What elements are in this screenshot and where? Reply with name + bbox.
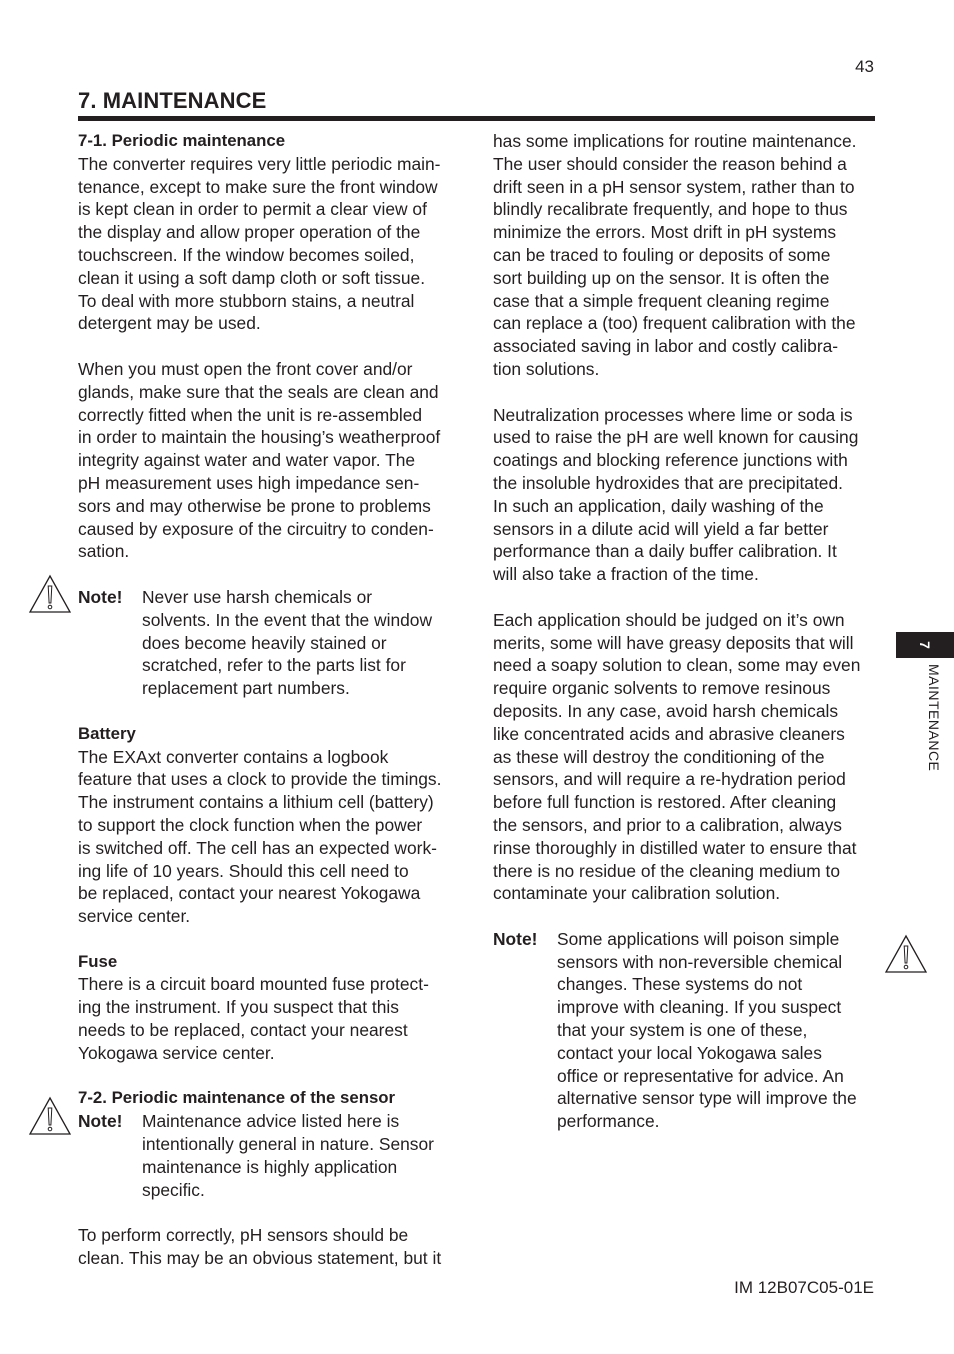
note bbox=[78, 586, 463, 700]
paragraph: The converter requires very little periodic main- tenance, except to make sure the front window is kept clean in order to permit a clear view of the display and allow proper operation of the touchscreen. If the window becomes soiled, clean it using a soft damp cloth or soft tissue. To deal with more stubborn stains, a neutral detergent may be used. bbox=[78, 153, 441, 334]
paragraph: has some implications for routine maintenance. The user should consider the reason behind a drift seen in a pH sensor system, rather than to blindly recalibrate frequently, and hope to thus minimize the errors. Most drift in pH systems can be traced to fouling or deposits of some sort building up on the sensor. It is often the case that a simple frequent cleaning regime can replace a (too) frequent calibration with the associated saving in labor and costly calibra- tion solutions. bbox=[493, 131, 857, 379]
chapter-side-label: MAINTENANCE bbox=[926, 664, 942, 772]
section-heading-fuse: Fuse bbox=[78, 951, 118, 971]
note bbox=[493, 928, 883, 1133]
note-text: Maintenance advice listed here is intentionally general in nature. Sensor maintenance is highly application specific. bbox=[142, 1111, 434, 1200]
note-text: Never use harsh chemicals or solvents. In the event that the window does become heavily stained or scratched, refer to the parts list for replacement part numbers. bbox=[142, 586, 433, 699]
note bbox=[78, 1110, 463, 1201]
page-number: 43 bbox=[855, 57, 874, 76]
document-id: IM 12B07C05-01E bbox=[734, 1278, 874, 1297]
section-heading-sensor-maintenance: 7-2. Periodic maintenance of the sensor bbox=[78, 1088, 396, 1108]
chapter-number: 7 bbox=[916, 641, 933, 649]
chapter-title: 7. MAINTENANCE bbox=[78, 88, 267, 113]
note-label: Note! bbox=[493, 928, 538, 949]
paragraph: When you must open the front cover and/or glands, make sure that the seals are clean and correctly fitted when the unit is re-assembled in order to maintain the housing’s weatherproof integrity against water and water vapor. The pH measurement uses high impedance sen- sors and may otherwise be prone to problems caused by exposure of the circuitry to conden- sation. bbox=[78, 358, 441, 562]
paragraph: Neutralization processes where lime or soda is used to raise the pH are well known for causing coatings and blocking reference junctions with the insoluble hydroxides that are precipitated. In such an application, daily washing of the sensors in a dilute acid will yield a far better performance than a daily buffer calibration. It will also take a fraction of the time. bbox=[493, 404, 859, 585]
warning-triangle-icon bbox=[884, 934, 928, 974]
paragraph: The EXAxt converter contains a logbook feature that uses a clock to provide the timings. The instrument contains a lithium cell (battery) to support the clock function when the power is switched off. The cell has an expected work- ing life of 10 years. Should this cell need to be replaced, contact your nearest Yokogawa service center. bbox=[78, 746, 442, 927]
left-column bbox=[78, 130, 463, 1270]
note-text: Some applications will poison simple sensors with non-reversible chemical changes. These systems do not improve with cleaning. If you suspect that your system is one of these, contact your local Yokogawa sales office or representative for advice. An alternative sensor type will improve the performance. bbox=[557, 928, 857, 1132]
warning-triangle-icon bbox=[28, 1096, 72, 1136]
paragraph: Each application should be judged on it’s own merits, some will have greasy deposits that will need a soapy solution to clean, some may even require organic solvents to remove resinous deposits. In any case, avoid harsh chemicals like concentrated acids and abrasive cleaners as these will destroy the conditioning of the sensors, and will require a re-hydration period before full function is restored. After cleaning the sensors, and prior to a calibration, always rinse thoroughly in distilled water to ensure that there is no residue of the cleaning medium to contaminate your calibration solution. bbox=[493, 609, 861, 904]
warning-triangle-icon bbox=[28, 574, 72, 614]
paragraph: There is a circuit board mounted fuse protect- ing the instrument. If you suspect that this needs to be replaced, contact your nearest Yokogawa service center. bbox=[78, 974, 429, 1063]
note-label: Note! bbox=[78, 1111, 123, 1132]
note-label: Note! bbox=[78, 586, 123, 607]
section-heading-periodic-maintenance: 7-1. Periodic maintenance bbox=[78, 131, 286, 150]
section-heading-battery: Battery bbox=[78, 723, 136, 743]
title-rule bbox=[78, 116, 875, 121]
chapter-side-tab bbox=[896, 632, 954, 658]
right-column bbox=[493, 130, 883, 1133]
paragraph: To perform correctly, pH sensors should be clean. This may be an obvious statement, but it bbox=[78, 1225, 442, 1269]
